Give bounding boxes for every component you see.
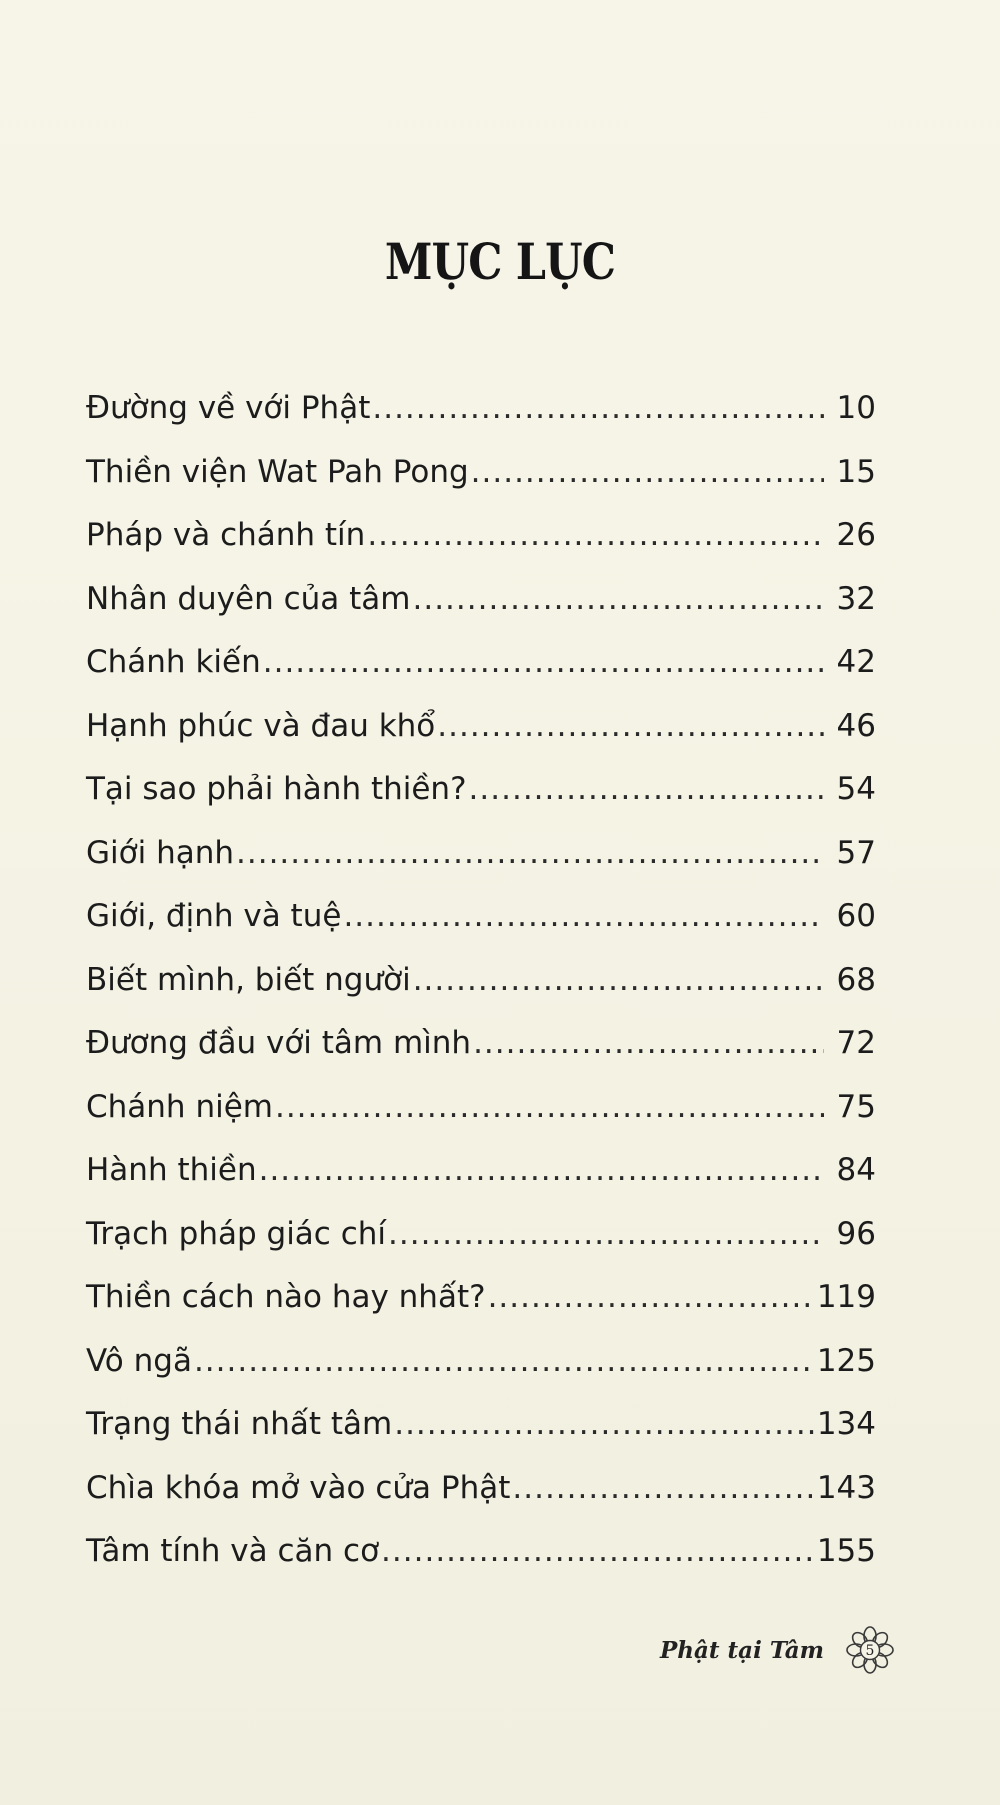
toc-entry-title: Đường về với Phật	[86, 390, 371, 426]
toc-leader-dots	[512, 1468, 814, 1508]
toc-entry-title: Giới, định và tuệ	[86, 898, 342, 934]
toc-entry-page: 119	[816, 1279, 876, 1315]
toc-entry-page: 46	[836, 707, 876, 744]
toc-entry-page: 32	[836, 580, 876, 617]
toc-entry-page: 75	[836, 1088, 876, 1125]
table-of-contents	[86, 388, 876, 1595]
toc-leader-dots	[275, 1087, 824, 1127]
toc-entry-title: Vô ngã	[86, 1342, 192, 1379]
toc-entry	[86, 1277, 876, 1341]
toc-entry	[86, 1468, 876, 1532]
toc-leader-dots	[471, 452, 824, 492]
toc-entry-page: 155	[816, 1533, 876, 1569]
toc-leader-dots	[437, 706, 824, 746]
toc-entry-page: 60	[836, 898, 876, 934]
toc-entry-page: 96	[836, 1215, 876, 1252]
toc-entry-title: Giới hạnh	[86, 834, 235, 871]
toc-entry	[86, 1214, 876, 1278]
toc-entry	[86, 452, 876, 516]
toc-entry-title: Biết mình, biết người	[86, 961, 411, 998]
toc-entry-page: 42	[836, 644, 876, 680]
toc-entry-title: Thiền cách nào hay nhất?	[86, 1279, 486, 1315]
toc-entry-page: 10	[836, 390, 876, 426]
toc-entry-page: 57	[836, 834, 876, 871]
toc-entry-title: Tại sao phải hành thiền?	[86, 771, 467, 807]
page-title: MỤC LỤC	[384, 232, 616, 291]
toc-entry-page: 84	[836, 1152, 876, 1188]
toc-entry	[86, 833, 876, 897]
toc-leader-dots	[388, 1214, 824, 1254]
toc-entry-page: 54	[836, 771, 876, 807]
toc-entry	[86, 1150, 876, 1214]
toc-entry-page: 68	[836, 961, 876, 998]
toc-entry-title: Tâm tính và căn cơ	[86, 1533, 380, 1569]
toc-entry	[86, 706, 876, 770]
toc-entry	[86, 960, 876, 1024]
toc-leader-dots	[343, 896, 824, 936]
toc-entry	[86, 388, 876, 452]
toc-entry	[86, 896, 876, 960]
toc-entry-page: 15	[836, 453, 876, 490]
toc-leader-dots	[194, 1341, 815, 1381]
toc-entry-title: Nhân duyên của tâm	[86, 580, 411, 617]
toc-entry-title: Chánh niệm	[86, 1088, 273, 1125]
toc-leader-dots	[412, 579, 824, 619]
flower-ornament-icon	[844, 1624, 896, 1676]
toc-entry-title: Trạch pháp giác chí	[86, 1215, 387, 1252]
toc-entry	[86, 1404, 876, 1468]
toc-entry-title: Hành thiền	[86, 1152, 257, 1188]
toc-entry-title: Hạnh phúc và đau khổ	[86, 707, 436, 744]
toc-leader-dots	[473, 1023, 824, 1063]
toc-entry	[86, 1023, 876, 1087]
toc-entry	[86, 1087, 876, 1151]
page-footer	[660, 1624, 896, 1676]
toc-leader-dots	[488, 1277, 815, 1317]
toc-entry-page: 26	[836, 517, 876, 553]
toc-entry-title: Thiền viện Wat Pah Pong	[86, 453, 469, 490]
toc-entry-page: 143	[816, 1469, 876, 1506]
toc-entry	[86, 1341, 876, 1405]
toc-leader-dots	[372, 388, 824, 428]
toc-leader-dots	[394, 1404, 815, 1444]
toc-entry	[86, 1531, 876, 1595]
toc-entry-title: Trạng thái nhất tâm	[86, 1406, 393, 1442]
toc-leader-dots	[469, 769, 824, 809]
toc-entry-page: 125	[816, 1342, 876, 1379]
toc-entry-title: Đương đầu với tâm mình	[86, 1025, 472, 1061]
toc-entry	[86, 642, 876, 706]
toc-leader-dots	[381, 1531, 815, 1571]
toc-entry-page: 72	[836, 1025, 876, 1061]
toc-leader-dots	[413, 960, 824, 1000]
toc-entry	[86, 579, 876, 643]
toc-entry-title: Chánh kiến	[86, 644, 261, 680]
running-footer-title: Phật tại Tâm	[660, 1636, 824, 1664]
toc-leader-dots	[367, 515, 824, 555]
toc-leader-dots	[259, 1150, 824, 1190]
toc-entry-title: Pháp và chánh tín	[86, 517, 366, 553]
toc-entry	[86, 515, 876, 579]
toc-entry-title: Chìa khóa mở vào cửa Phật	[86, 1469, 511, 1506]
page-number: 5	[865, 1643, 875, 1659]
toc-entry-page: 134	[816, 1406, 876, 1442]
toc-leader-dots	[263, 642, 824, 682]
toc-leader-dots	[236, 833, 824, 873]
toc-entry	[86, 769, 876, 833]
